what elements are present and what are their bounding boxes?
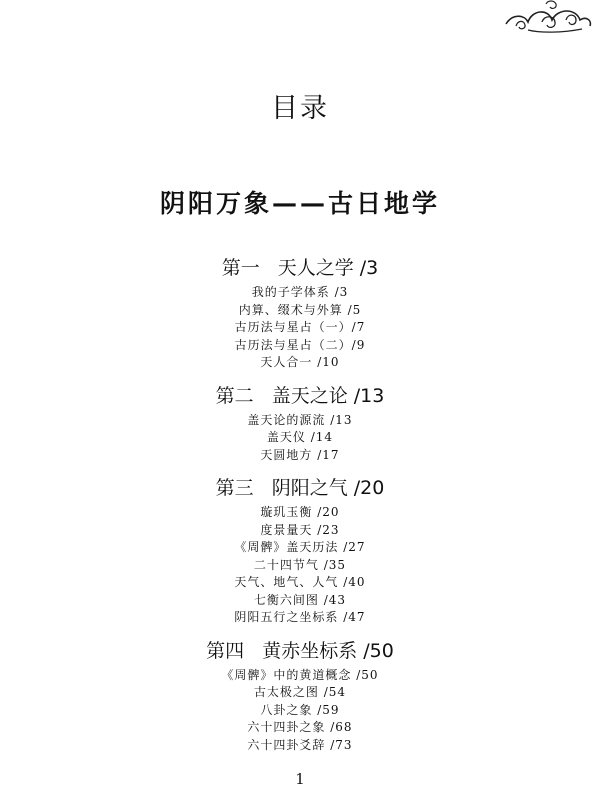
chapter-heading [0, 383, 600, 409]
toc-entry: 六十四卦之象 /68 [247, 720, 353, 734]
chapter-name: 天人之学 /3 [277, 257, 379, 279]
chapter-section [0, 255, 600, 372]
toc-entry: 六十四卦爻辞 /73 [247, 737, 353, 752]
chapter-name: 黄赤坐标系 /50 [262, 639, 394, 662]
chapter-heading [0, 638, 600, 664]
toc-entry: 阴阳五行之坐标系 /47 [234, 610, 366, 624]
toc-entry: 我的子学体系 /3 [251, 285, 349, 299]
toc-entry: 《周髀》中的黄道概念 /50 [221, 667, 379, 682]
toc-entry: 天人合一 /10 [260, 355, 340, 369]
toc-entry: 天圆地方 /17 [260, 447, 340, 462]
chapter-number: 第一 [221, 257, 260, 279]
cloud-scroll-icon [502, 0, 594, 34]
toc-entry: 内算、缀术与外算 /5 [238, 302, 362, 317]
toc-entry: 天气、地气、人气 /40 [234, 575, 366, 589]
toc-entry: 七衡六间图 /43 [253, 592, 347, 607]
toc-entry: 古历法与星占（一）/7 [234, 320, 366, 334]
toc-entry: 八卦之象 /59 [260, 702, 340, 717]
toc-entry: 《周髀》盖天历法 /27 [234, 540, 366, 554]
toc-entry: 盖天论的源流 /13 [247, 412, 353, 427]
chapter-section [0, 475, 600, 627]
chapter-number: 第四 [206, 639, 245, 662]
toc-entry: 古太极之图 /54 [253, 685, 347, 699]
page-number: 1 [295, 770, 305, 788]
chapter-name: 阴阳之气 /20 [271, 477, 385, 499]
chapter-section [0, 383, 600, 465]
chapter-number: 第二 [215, 384, 254, 407]
chapter-section [0, 638, 600, 755]
chapter-heading [0, 475, 600, 501]
chapter-number: 第三 [215, 477, 254, 499]
chapter-heading [0, 255, 600, 281]
toc-entry: 盖天仪 /14 [266, 430, 334, 444]
table-of-contents [0, 255, 600, 765]
chapter-name: 盖天之论 /13 [271, 384, 385, 407]
page-title: 目录 [271, 93, 329, 124]
toc-entry: 二十四节气 /35 [253, 557, 347, 572]
toc-entry: 古历法与星占（二）/9 [234, 337, 366, 352]
book-title: 阴阳万象——古日地学 [159, 189, 440, 218]
toc-entry: 璇玑玉衡 /20 [260, 505, 340, 519]
toc-entry: 度景量天 /23 [260, 522, 340, 537]
